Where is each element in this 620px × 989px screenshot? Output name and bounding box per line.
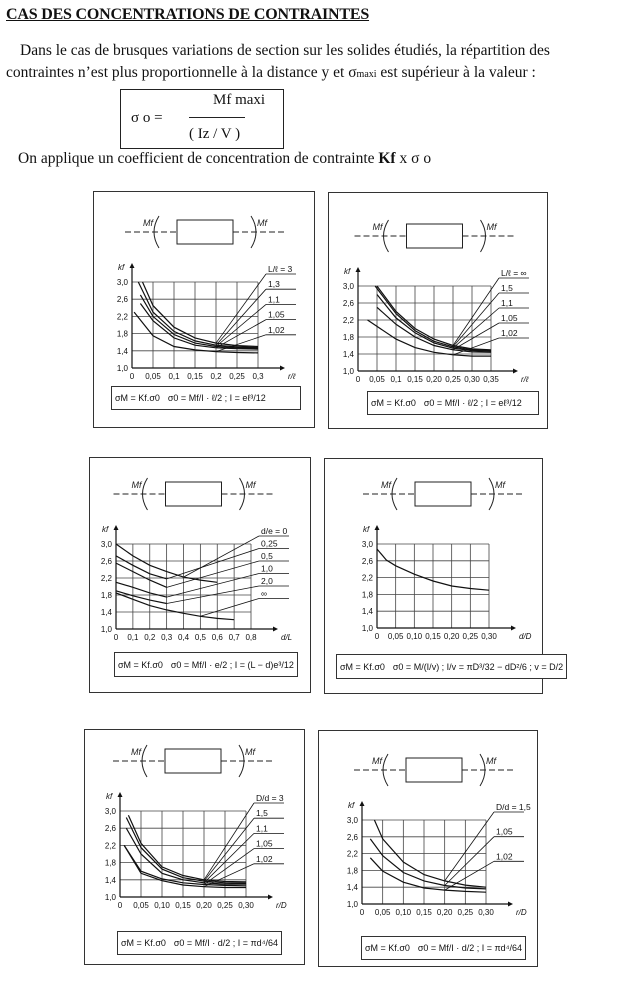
chart-grid bbox=[116, 544, 251, 629]
formula-sigma-0: σ0 = Mf/I · ℓ/2 ; I = eℓ³/12 bbox=[423, 398, 522, 408]
svg-text:1,0: 1,0 bbox=[104, 893, 116, 902]
svg-text:d/D: d/D bbox=[519, 632, 532, 641]
sigma0-formula-box bbox=[120, 89, 284, 149]
svg-text:1,8: 1,8 bbox=[100, 591, 112, 600]
svg-text:1,02: 1,02 bbox=[496, 851, 513, 862]
chart-grid bbox=[377, 544, 489, 628]
svg-text:2,6: 2,6 bbox=[104, 824, 116, 834]
svg-text:0,15: 0,15 bbox=[416, 908, 432, 917]
svg-text:0,20: 0,20 bbox=[443, 632, 460, 641]
svg-text:∞: ∞ bbox=[261, 588, 268, 599]
apply-coefficient-text bbox=[18, 150, 431, 168]
part-schematic-icon bbox=[125, 216, 285, 248]
svg-text:Mf: Mf bbox=[381, 480, 391, 490]
svg-text:0,15: 0,15 bbox=[425, 632, 441, 641]
svg-text:0,10: 0,10 bbox=[395, 908, 412, 917]
chart-panel-p6 bbox=[318, 730, 538, 967]
svg-text:0,5: 0,5 bbox=[194, 633, 206, 642]
apply-text: On applique un coefficient de concentration de contrainte bbox=[18, 150, 379, 167]
svg-text:Mf: Mf bbox=[486, 756, 496, 766]
svg-text:1,0: 1,0 bbox=[342, 367, 354, 376]
chart-svg bbox=[85, 730, 304, 964]
svg-text:L/ℓ = 3: L/ℓ = 3 bbox=[268, 264, 293, 274]
svg-text:0,05: 0,05 bbox=[374, 908, 391, 917]
fraction-bar bbox=[189, 117, 245, 118]
svg-text:1,4: 1,4 bbox=[104, 875, 116, 885]
formula-lhs: σ o = bbox=[131, 110, 163, 126]
svg-text:0,2: 0,2 bbox=[210, 372, 222, 381]
part-schematic-icon bbox=[114, 478, 274, 510]
svg-text:0,25: 0,25 bbox=[445, 375, 461, 384]
svg-text:0,30: 0,30 bbox=[464, 375, 480, 384]
chart-formula-box bbox=[111, 386, 301, 410]
svg-text:0: 0 bbox=[129, 372, 135, 381]
formula-sigma-0: σ0 = M/(I/v) ; I/v = πD³/32 − dD²/6 ; v = D/2 bbox=[392, 661, 564, 672]
series-curve bbox=[128, 815, 246, 882]
svg-text:1,02: 1,02 bbox=[256, 853, 273, 864]
part-schematic-icon bbox=[354, 754, 514, 786]
svg-text:Mf: Mf bbox=[372, 222, 383, 232]
chart-svg bbox=[319, 731, 537, 966]
formula-sigma-m: σM = Kf.σ0 bbox=[365, 943, 410, 953]
svg-text:Mf: Mf bbox=[245, 747, 255, 757]
svg-text:0,15: 0,15 bbox=[175, 901, 191, 910]
chart-grid bbox=[358, 286, 491, 371]
svg-text:2,2: 2,2 bbox=[361, 573, 373, 583]
formula-numerator: Mf maxi bbox=[213, 92, 266, 108]
svg-text:3,0: 3,0 bbox=[104, 807, 116, 816]
svg-text:2,2: 2,2 bbox=[104, 841, 116, 851]
svg-text:1,3: 1,3 bbox=[268, 279, 280, 290]
svg-text:0,05: 0,05 bbox=[369, 375, 385, 384]
svg-text:1,02: 1,02 bbox=[268, 324, 285, 335]
svg-text:0,35: 0,35 bbox=[483, 375, 499, 384]
svg-text:1,0: 1,0 bbox=[261, 563, 273, 574]
svg-text:0: 0 bbox=[355, 375, 361, 384]
svg-text:Mf: Mf bbox=[143, 218, 153, 228]
formula-sigma-m: σM = Kf.σ0 bbox=[340, 661, 385, 672]
svg-text:0,30: 0,30 bbox=[478, 908, 494, 917]
series-curve bbox=[116, 593, 234, 620]
svg-text:r/D: r/D bbox=[516, 908, 527, 917]
chart-grid bbox=[132, 282, 258, 368]
svg-text:1,8: 1,8 bbox=[116, 329, 128, 339]
svg-text:1,05: 1,05 bbox=[268, 309, 285, 320]
svg-text:Mf: Mf bbox=[257, 218, 267, 228]
svg-text:0,25: 0,25 bbox=[457, 908, 474, 917]
formula-sigma-0: σ0 = Mf/I · ℓ/2 ; I = eℓ³/12 bbox=[167, 393, 266, 403]
svg-text:0,10: 0,10 bbox=[154, 901, 170, 910]
chart-panel-p5 bbox=[84, 729, 305, 965]
page-title: CAS DES CONCENTRATIONS DE CONTRAINTES bbox=[6, 6, 370, 23]
svg-text:1,8: 1,8 bbox=[342, 333, 354, 342]
chart-formula-box bbox=[336, 654, 567, 679]
svg-text:2,2: 2,2 bbox=[116, 312, 128, 322]
svg-text:Mf: Mf bbox=[372, 756, 382, 766]
svg-text:L/ℓ = ∞: L/ℓ = ∞ bbox=[501, 268, 527, 278]
intro-line-2a: contraintes n’est plus proportionnelle à la distance y et σ bbox=[6, 64, 357, 81]
svg-text:kf: kf bbox=[102, 525, 109, 534]
svg-text:3,0: 3,0 bbox=[116, 278, 128, 287]
formula-denominator: ( Iz / V ) bbox=[189, 126, 241, 142]
svg-text:0,25: 0,25 bbox=[217, 901, 233, 910]
svg-text:1,4: 1,4 bbox=[342, 350, 354, 359]
svg-text:1,4: 1,4 bbox=[361, 607, 373, 617]
svg-text:0,15: 0,15 bbox=[187, 372, 203, 381]
chart-formula-box bbox=[114, 652, 298, 677]
chart-panel-p2 bbox=[328, 192, 548, 429]
intro-line-2-sub: maxi bbox=[356, 69, 377, 80]
svg-text:1,05: 1,05 bbox=[256, 838, 273, 849]
svg-text:0,1: 0,1 bbox=[168, 372, 180, 381]
svg-text:3,0: 3,0 bbox=[342, 282, 354, 291]
svg-text:0,25: 0,25 bbox=[462, 632, 479, 641]
svg-text:3,0: 3,0 bbox=[361, 540, 373, 549]
svg-text:2,6: 2,6 bbox=[361, 556, 373, 566]
svg-text:2,6: 2,6 bbox=[346, 832, 358, 842]
svg-text:Mf: Mf bbox=[245, 480, 256, 490]
formula-sigma-0: σ0 = Mf/I · e/2 ; I = (L − d)e³/12 bbox=[170, 659, 294, 670]
svg-text:2,6: 2,6 bbox=[116, 295, 128, 305]
svg-text:0,6: 0,6 bbox=[211, 633, 223, 642]
chart-panel-p1 bbox=[93, 191, 315, 428]
svg-text:1,02: 1,02 bbox=[501, 328, 518, 338]
apply-tail: x σ o bbox=[395, 150, 432, 167]
svg-text:0,5: 0,5 bbox=[261, 551, 273, 561]
svg-text:0,30: 0,30 bbox=[481, 632, 497, 641]
svg-text:1,5: 1,5 bbox=[501, 283, 513, 293]
svg-text:1,4: 1,4 bbox=[346, 883, 358, 893]
series-curve bbox=[143, 282, 259, 347]
svg-text:0: 0 bbox=[359, 908, 365, 917]
svg-text:kf: kf bbox=[348, 801, 355, 810]
formula-sigma-m: σM = Kf.σ0 bbox=[115, 393, 160, 403]
svg-text:kf: kf bbox=[363, 525, 370, 534]
kf-symbol: Kf bbox=[378, 150, 396, 167]
svg-text:kf: kf bbox=[106, 792, 113, 801]
formula-sigma-m: σM = Kf.σ0 bbox=[121, 938, 166, 948]
svg-text:0,20: 0,20 bbox=[196, 901, 212, 910]
svg-text:r/ℓ: r/ℓ bbox=[521, 375, 529, 384]
svg-text:Mf: Mf bbox=[486, 222, 497, 232]
intro-line-1: Dans le cas de brusques variations de section sur les solides étudiés, la répartition des bbox=[20, 42, 550, 59]
svg-text:Mf: Mf bbox=[131, 747, 141, 757]
svg-text:0,3: 0,3 bbox=[161, 633, 173, 642]
svg-text:0,05: 0,05 bbox=[133, 901, 149, 910]
intro-paragraph bbox=[6, 40, 614, 86]
svg-text:1,0: 1,0 bbox=[100, 625, 112, 634]
svg-text:2,2: 2,2 bbox=[342, 316, 354, 325]
series-curve bbox=[370, 839, 486, 889]
svg-text:1,5: 1,5 bbox=[256, 808, 268, 819]
svg-text:2,2: 2,2 bbox=[100, 574, 112, 583]
svg-text:r/ℓ: r/ℓ bbox=[288, 372, 296, 381]
svg-text:0,05: 0,05 bbox=[387, 632, 404, 641]
svg-text:D/d = 1,5: D/d = 1,5 bbox=[496, 802, 531, 812]
svg-text:1,1: 1,1 bbox=[501, 298, 513, 308]
svg-text:kf: kf bbox=[344, 267, 351, 276]
svg-text:0,4: 0,4 bbox=[177, 633, 190, 642]
chart-panel-p3 bbox=[89, 457, 311, 693]
svg-text:0: 0 bbox=[117, 901, 123, 910]
chart-panel-p4 bbox=[324, 458, 564, 694]
svg-text:1,1: 1,1 bbox=[256, 823, 268, 834]
svg-text:0,20: 0,20 bbox=[426, 375, 442, 384]
formula-sigma-m: σM = Kf.σ0 bbox=[118, 659, 163, 670]
svg-text:r/D: r/D bbox=[276, 901, 287, 910]
svg-text:0,2: 0,2 bbox=[144, 633, 156, 642]
svg-text:0,1: 0,1 bbox=[127, 633, 139, 642]
part-schematic-icon bbox=[113, 745, 273, 777]
series-curve bbox=[116, 563, 167, 587]
series-curve bbox=[116, 591, 167, 604]
svg-text:1,8: 1,8 bbox=[346, 866, 358, 876]
svg-text:0,8: 0,8 bbox=[245, 633, 257, 642]
svg-text:d/L: d/L bbox=[281, 633, 293, 642]
formula-sigma-0: σ0 = Mf/I · d/2 ; I = πd⁴/64 bbox=[173, 938, 279, 948]
chart-formula-box bbox=[117, 931, 282, 955]
formula-sigma-m: σM = Kf.σ0 bbox=[371, 398, 416, 408]
svg-text:Mf: Mf bbox=[131, 480, 142, 490]
svg-text:Mf: Mf bbox=[495, 480, 505, 490]
svg-text:2,2: 2,2 bbox=[346, 849, 358, 859]
series-curve bbox=[140, 295, 258, 348]
intro-line-2b: est supérieur à la valeur : bbox=[376, 64, 536, 81]
svg-text:2,0: 2,0 bbox=[261, 576, 273, 586]
svg-text:0,1: 0,1 bbox=[390, 375, 402, 384]
svg-text:0,10: 0,10 bbox=[406, 632, 423, 641]
svg-text:0: 0 bbox=[374, 632, 380, 641]
svg-text:d/e = 0: d/e = 0 bbox=[261, 526, 288, 536]
svg-text:1,8: 1,8 bbox=[361, 590, 373, 600]
svg-text:1,4: 1,4 bbox=[116, 346, 128, 356]
svg-text:0,30: 0,30 bbox=[238, 901, 254, 910]
svg-text:1,0: 1,0 bbox=[116, 364, 128, 373]
svg-text:0,15: 0,15 bbox=[407, 375, 423, 384]
svg-text:0,25: 0,25 bbox=[261, 538, 278, 549]
series-curve bbox=[375, 286, 491, 351]
svg-text:2,6: 2,6 bbox=[100, 557, 112, 566]
svg-text:1,05: 1,05 bbox=[496, 826, 513, 837]
svg-text:0,25: 0,25 bbox=[229, 372, 245, 381]
svg-text:3,0: 3,0 bbox=[346, 816, 358, 825]
part-schematic-icon bbox=[363, 478, 523, 510]
svg-text:1,05: 1,05 bbox=[501, 313, 518, 323]
svg-text:0,7: 0,7 bbox=[228, 633, 240, 642]
svg-text:0,05: 0,05 bbox=[145, 372, 161, 381]
svg-text:2,6: 2,6 bbox=[342, 299, 354, 308]
svg-text:1,0: 1,0 bbox=[361, 624, 373, 633]
svg-text:0,3: 0,3 bbox=[252, 372, 264, 381]
svg-text:D/d = 3: D/d = 3 bbox=[256, 793, 284, 803]
svg-text:0: 0 bbox=[113, 633, 119, 642]
chart-formula-box bbox=[367, 391, 539, 415]
svg-text:1,1: 1,1 bbox=[268, 294, 280, 305]
part-schematic-icon bbox=[355, 220, 515, 252]
svg-text:kf: kf bbox=[118, 263, 125, 272]
svg-text:1,0: 1,0 bbox=[346, 900, 358, 909]
chart-formula-box bbox=[361, 936, 526, 960]
svg-text:1,8: 1,8 bbox=[104, 858, 116, 868]
formula-sigma-0: σ0 = Mf/I · d/2 ; I = πd⁴/64 bbox=[417, 943, 523, 953]
svg-text:0,20: 0,20 bbox=[436, 908, 453, 917]
svg-text:1,4: 1,4 bbox=[100, 608, 112, 617]
svg-text:3,0: 3,0 bbox=[100, 540, 112, 549]
